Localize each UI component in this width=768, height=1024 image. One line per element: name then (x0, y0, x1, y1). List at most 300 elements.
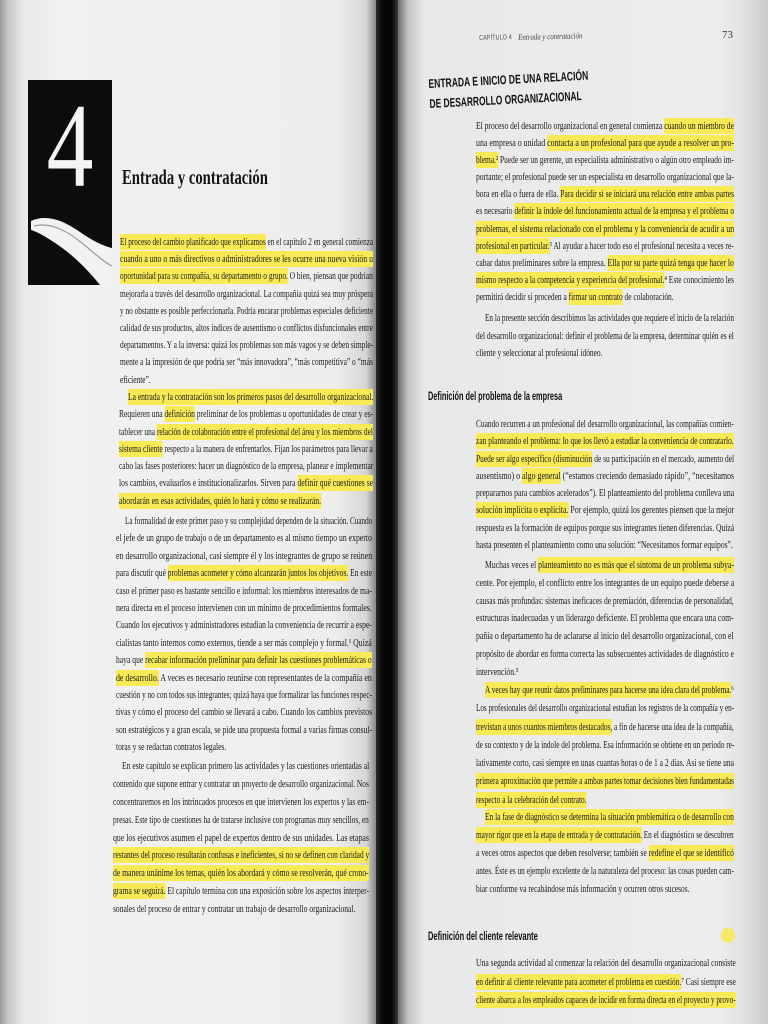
line-text (120, 354, 373, 371)
text-line (113, 794, 369, 812)
highlighted-text: planteamiento no es más que el síntoma de un problema subya- (538, 559, 735, 571)
line-text (476, 646, 734, 664)
line-text (476, 772, 734, 790)
section-heading-line: DE DESARROLLO ORGANIZACIONAL (429, 88, 582, 111)
line-text (476, 954, 736, 973)
text-line (113, 865, 369, 883)
line-text (476, 135, 734, 152)
highlighted-text: firmar un contrato (568, 290, 623, 303)
line-text (485, 681, 734, 699)
text-segment: de su contexto y de la índole del problema. Esa información se obtiene en un periodo re- (476, 738, 735, 751)
text-line (476, 118, 734, 135)
text-segment: son estratégicos y a gran escala, se pide una propuesta formal a varias firmas consul- (116, 723, 372, 736)
highlighted-text: mismo respecto a la competencia y experiencia del profesional. (476, 273, 665, 286)
paragraph (476, 416, 734, 554)
paragraph (119, 389, 373, 510)
line-text (476, 416, 734, 433)
line-text (116, 583, 372, 600)
line-text (476, 485, 734, 502)
highlighted-text: algo general (521, 469, 561, 482)
decorative-swoosh (31, 218, 112, 285)
text-segment: los cambios, evaluarlos e institucionalizarlos. Sirven para (119, 477, 298, 490)
line-text (120, 320, 373, 337)
text-segment: tablecer una (119, 425, 157, 438)
text-line (120, 286, 373, 303)
text-line (476, 169, 734, 186)
text-line (116, 670, 372, 687)
text-segment: estructuras inadecuadas y un liderazgo deficiente. El problema que encara una com- (476, 612, 734, 625)
highlighted-text: grama se seguirá. (113, 885, 166, 898)
text-line (113, 812, 369, 830)
text-line (113, 776, 369, 794)
line-text (116, 530, 372, 547)
text-segment: Por ejemplo, quizá los gerentes piensen que la mejor (568, 504, 735, 517)
highlighted-text: respecto a la celebración del contrato. (476, 793, 587, 806)
text-line (116, 722, 372, 739)
text-line (476, 485, 734, 502)
highlighter-dot (721, 928, 735, 943)
text-line (476, 502, 734, 519)
line-text (116, 565, 372, 582)
text-line (476, 826, 734, 844)
text-segment: mejorarla a través del desarrollo organizacional. La compañía quizá sea muy próspera (120, 287, 373, 300)
text-line (476, 954, 736, 973)
highlighted-text: de manera unánime los temas, quién los abordará y cómo se resolverán, qué crono- (113, 867, 369, 880)
text-segment: En la presente sección describimos las actividades que requiere el inicio de la relación (485, 312, 735, 324)
text-line (116, 530, 372, 547)
text-segment: mente a la impresión de que podría ser “más innovadora”, “más competitiva” o “más (120, 356, 373, 369)
highlighted-text: problemas, el sistema relacionado con el problema y la conveniencia de acudir a un (476, 222, 735, 235)
highlighted-text: La entrada y la contratación son los primeros pasos del desarrollo organizacional. (128, 391, 374, 403)
highlighted-text: de desarrollo. (116, 671, 159, 684)
text-segment: prepararnos para cambios acelerados”). El planteamiento del problema conlleva una (476, 487, 735, 500)
text-segment: calidad de sus productos, altos índices de ausentismo o conflictos disfuncionales entre (120, 321, 373, 334)
text-line (476, 593, 734, 611)
section-heading-line: ENTRADA E INICIO DE UNA RELACIÓN (428, 68, 589, 91)
line-text (120, 337, 373, 354)
highlighted-text: A veces hay que reunir datos preliminares para hacerse una idea clara del problema. (485, 684, 732, 696)
line-text (485, 310, 734, 328)
text-segment: lativamente corto, casi siempre en unas cuantas horas o de 1 a 2 días. Así se tiene una (476, 757, 735, 770)
text-segment: una empresa o unidad (476, 137, 548, 150)
text-line (476, 221, 734, 238)
text-line (113, 758, 369, 776)
text-segment: eficiente”. (120, 373, 151, 386)
text-line (476, 537, 734, 554)
text-line (119, 458, 373, 475)
text-segment: (“estamos creciendo demasiado rápido”, “necesitamos (560, 469, 735, 482)
highlighted-text: trevistan a unos cuantos miembros destacados, (476, 720, 613, 733)
text-line (476, 610, 734, 628)
text-segment: haya que (116, 654, 146, 667)
text-segment: ³ Al ayudar a hacer todo eso el profesional necesita a veces re- (549, 239, 734, 252)
line-text (120, 303, 373, 320)
text-line (119, 441, 373, 458)
line-text (476, 537, 733, 554)
text-line (476, 808, 734, 826)
chapter-title (122, 163, 331, 191)
line-text (476, 991, 736, 1010)
line-text (476, 328, 734, 346)
line-text (116, 548, 372, 565)
text-line (476, 328, 734, 346)
highlighted-text: cliente abarca a los empleados capaces de incidir en forma directa en el proyecto y provo- (476, 994, 736, 1006)
text-line (120, 234, 373, 251)
chapter-number-block (28, 80, 112, 285)
highlighted-text: profesional en particular. (476, 239, 550, 252)
highlighted-text: oportunidad para su compañía, su departamento o grupo. (120, 270, 288, 283)
text-line (476, 754, 734, 772)
text-line (476, 186, 734, 203)
text-line (476, 646, 734, 664)
line-text (476, 628, 734, 646)
text-line (120, 372, 373, 389)
text-line (120, 320, 373, 337)
highlighted-text: zan planteando el problema: lo que los llevó a estudiar la conveniencia de contratarlo. (476, 435, 734, 448)
text-line (476, 272, 734, 289)
text-segment: causas más profundas: sistemas ineficaces de premiación, diferencias de personalidad, (476, 594, 734, 607)
text-segment: Muchas veces el (485, 559, 539, 571)
text-segment: en desarrollo organizacional, casi siempre él y los integrantes de grupo se reúnen (116, 549, 373, 562)
text-segment: cente. Por ejemplo, el conflicto entre los integrantes de un equipo puede deberse a (476, 576, 735, 589)
highlighted-text: blema.² (476, 154, 499, 167)
text-line (476, 135, 734, 152)
line-text (116, 600, 372, 617)
text-line (113, 830, 369, 848)
line-text (476, 664, 519, 682)
line-text (476, 451, 734, 468)
text-line (119, 389, 373, 406)
line-text (116, 617, 372, 634)
line-text (476, 593, 734, 611)
text-line (119, 475, 373, 492)
text-line (476, 238, 734, 255)
line-text (120, 286, 373, 303)
line-text (476, 203, 734, 220)
text-segment: O bien, piensan que podrían (287, 270, 373, 283)
text-line (113, 883, 369, 901)
line-text (113, 794, 369, 812)
text-segment: Cuando recurren a un profesional del desarrollo organizacional, las compañías comien- (476, 418, 734, 430)
text-segment: portante; el profesional puede ser un especialista en desarrollo organizacional que la- (476, 171, 734, 184)
line-text (476, 345, 602, 363)
highlighted-text: cuando a uno o más directivos o administradores se les ocurre una nueva visión u (120, 253, 374, 266)
line-text (119, 458, 373, 475)
text-line (476, 310, 734, 328)
text-segment: En este (348, 567, 373, 580)
line-text (116, 722, 372, 739)
highlighted-text: En la fase de diagnóstico se determina la situación problemática o de desarrollo con (485, 811, 734, 823)
line-text (476, 272, 734, 289)
text-line (116, 600, 372, 617)
line-text (476, 289, 674, 306)
text-line (116, 652, 372, 669)
highlighted-text: definición (164, 408, 195, 421)
text-line (476, 880, 734, 898)
text-segment: ausentismo) o (476, 469, 522, 482)
line-text (116, 687, 372, 704)
text-line (476, 255, 734, 272)
text-segment: es necesario (476, 205, 515, 218)
text-line (116, 583, 372, 600)
running-head-chapter: CAPÍTULO 4 (479, 34, 513, 42)
text-segment: caso el primer paso es bastante sencillo e informal: los miembros interesados de ma- (116, 584, 372, 597)
text-segment: sonales del proceso de entrar y contratar un trabajo de desarrollo organizacional. (113, 903, 356, 916)
paragraph (476, 954, 736, 1010)
paragraph (476, 118, 734, 306)
text-segment: preliminar de los problemas u oportunidades de crear y es- (194, 408, 374, 421)
highlighted-text: definir la índole del funcionamiento actual de la empresa y el problema o (514, 205, 735, 218)
text-line (116, 513, 372, 530)
line-text (116, 670, 372, 687)
line-text (113, 883, 369, 901)
highlighted-text: Puede ser algo específico (disminución (476, 452, 593, 465)
line-text (122, 758, 369, 776)
paragraph (476, 681, 734, 809)
line-text (119, 475, 373, 492)
highlighted-text: solución implícita o explícita. (476, 504, 569, 517)
text-segment: cuestión y no con todos sus integrantes; quizá haya que formalizar las funciones respec- (116, 688, 373, 701)
text-segment: cliente y seleccionar al profesional idóneo. (476, 347, 603, 359)
text-line (476, 451, 734, 468)
text-segment: ⁶ (731, 684, 734, 696)
text-segment: intervención.⁵ (476, 665, 519, 678)
line-text (476, 118, 734, 135)
line-text (116, 652, 372, 669)
subsection-heading (428, 390, 638, 405)
line-text (119, 493, 321, 510)
text-segment: de colaboración. (622, 290, 674, 303)
text-segment: A veces es necesario reunirse con representantes de la compañía en (158, 671, 372, 684)
text-segment: cialistas tanto internos como externos, tiende a ser más complejo y formal.¹ Quizá (116, 636, 372, 649)
line-text (119, 441, 373, 458)
line-text (476, 169, 734, 186)
text-line (113, 847, 369, 865)
line-text (113, 901, 355, 919)
text-line (476, 468, 734, 485)
line-text (476, 186, 734, 203)
line-text (120, 268, 373, 285)
text-segment: en el capítulo 2 en general comienza (265, 236, 374, 248)
line-text (476, 468, 734, 485)
text-segment: del desarrollo organizacional: definir el problema de la empresa, determinar quién es el (476, 329, 734, 342)
text-line (476, 416, 734, 433)
line-text (476, 152, 734, 169)
text-segment: nera directa en el proceso intervienen con un mínimo de procedimientos formales. (116, 601, 372, 614)
text-line (476, 152, 734, 169)
line-text (476, 791, 586, 809)
text-line (476, 718, 734, 736)
text-segment: a veces otros aspectos que deben resolverse; también se (476, 847, 649, 859)
highlighted-text: Para decidir si se iniciará una relación entre ambas partes (560, 188, 735, 201)
paragraph (476, 557, 734, 682)
line-text (476, 880, 689, 898)
text-line (476, 575, 734, 593)
line-text (476, 255, 734, 272)
text-segment: permitirá decidir si proceden a (476, 290, 569, 303)
line-text (113, 847, 369, 865)
text-segment: hasta presenten el planteamiento como una solución: “Necesitamos formar equipos”. (476, 539, 733, 552)
text-line (476, 664, 734, 682)
highlighted-text: definir qué cuestiones se (297, 477, 374, 490)
text-segment: La formalidad de este primer paso y su complejidad dependen de la situación. Cuando (125, 515, 373, 527)
text-line (116, 548, 372, 565)
book-gutter (376, 0, 398, 1024)
chapter-number: 4 (46, 80, 94, 212)
text-line (476, 772, 734, 790)
line-text (119, 406, 373, 423)
text-segment: biar conforme va recabándose más información y ocurren otros sucesos. (476, 883, 690, 895)
text-segment: departamentos. Y a la inversa: quizá los problemas son más vagos y se deben simple- (120, 339, 374, 352)
line-text (113, 865, 369, 883)
highlighted-text: primera aproximación que permite a ambas partes tomar decisiones bien fundamentadas (476, 775, 734, 788)
highlighted-text: mayor rigor que en la etapa de entrada y de contratación. (476, 829, 642, 841)
highlighted-text: abordarán en esas actividades, quién lo hará y cómo se realizarán. (119, 494, 322, 507)
line-text (485, 808, 734, 826)
highlighted-text: Ella por su parte quizá tenga que hacer lo (607, 256, 734, 269)
text-segment: el jefe de un grupo de trabajo o de un departamento es al mismo tiempo un experto (116, 532, 372, 545)
highlighted-text: redefine el que se identificó (648, 847, 734, 859)
line-text (476, 699, 734, 717)
highlighted-text: contacta a un profesional para que ayude a resolver un pro- (547, 137, 735, 150)
text-line (120, 251, 373, 268)
text-segment: antes. Éste es un ejemplo excelente de la naturaleza del proceso: las cosas pueden cam- (476, 865, 734, 877)
text-line (116, 739, 372, 756)
paragraph (476, 310, 734, 363)
text-line (476, 203, 734, 220)
highlighted-text: relación de colaboración entre el profesional del área y los miembros del (156, 425, 373, 438)
line-text (476, 520, 734, 537)
highlighted-text: El proceso del cambio planificado que explicamos (120, 236, 266, 248)
text-segment: y no obstante es posible perfeccionarla. Podría encarar problemas especiales deficiente (120, 304, 374, 317)
text-segment: Cuando los ejecutivos y administradores estudian la conveniencia de recurrir a espe- (116, 619, 372, 632)
text-segment: presas. Este tipo de cuestiones ha de tratarse inclusive con programas muy sencillos, en (113, 813, 369, 826)
text-line (119, 406, 373, 423)
text-line (476, 699, 734, 717)
text-line (476, 557, 734, 575)
text-segment: a fin de hacerse una idea de la compañía, (612, 720, 734, 733)
page-number: 73 (722, 29, 733, 41)
text-line (476, 844, 734, 862)
text-segment: Requieren una (119, 408, 165, 421)
line-text (476, 826, 734, 844)
running-head-title: Entrada y contratación (518, 30, 583, 42)
line-text (476, 221, 734, 238)
line-text (128, 389, 373, 406)
paragraph (113, 758, 369, 919)
subsection-heading (428, 930, 597, 945)
text-line (120, 337, 373, 354)
highlighted-text: problemas acometer y cómo alcanzarán juntos los objetivos. (167, 567, 349, 580)
text-line (476, 520, 734, 537)
text-line (116, 617, 372, 634)
paragraph (116, 513, 372, 756)
text-segment: que los ejecutivos asumen el papel de expertos dentro de sus unidades. Las etapas (113, 831, 369, 844)
text-line (476, 973, 736, 992)
text-line (113, 901, 369, 919)
text-line (476, 862, 734, 880)
text-line (476, 736, 734, 754)
line-text (116, 704, 372, 721)
highlighted-text: en definir al cliente relevante para acometer el problema en cuestión. (476, 975, 682, 988)
paragraph (476, 808, 734, 898)
line-text (476, 718, 734, 736)
text-segment: Una segunda actividad al comenzar la relación del desarrollo organizacional consiste (476, 957, 736, 969)
line-text (120, 234, 373, 251)
text-segment: bora en ella o fuera de ella. (476, 188, 561, 201)
line-text (476, 862, 734, 880)
text-segment: Los profesionales del desarrollo organizacional estudian los registros de la compañía y en- (476, 702, 735, 715)
line-text (485, 557, 734, 575)
text-line (476, 289, 734, 306)
text-segment: respuesta es la formación de equipos porque sus integrantes tienen diferencias. Quizá (476, 521, 735, 534)
text-segment: cabo las fases posteriores: hacer un diagnóstico de la empresa, planear e implementar (119, 460, 374, 473)
line-text (125, 513, 372, 530)
line-text (119, 424, 373, 441)
text-line (476, 433, 734, 450)
text-segment: El capítulo termina con una exposición sobre los aspectos interper- (165, 885, 369, 898)
text-line (476, 791, 734, 809)
subsection-heading-text: Definición del cliente relevante (428, 931, 538, 943)
line-text (476, 433, 734, 450)
text-segment: respecto a la manera de enfrentarlos. Fijan los parámetros para llevar a (162, 442, 373, 455)
text-line (116, 687, 372, 704)
text-segment: En el diagnóstico se descubren (641, 829, 734, 841)
line-text (476, 844, 734, 862)
text-segment: Puede ser un gerente, un especialista administrativo o algún otro empleado im- (498, 154, 734, 167)
text-segment: ⁷ Casi siempre ese (681, 975, 736, 988)
text-segment: para discutir qué (116, 567, 168, 580)
line-text (113, 812, 369, 830)
line-text (113, 776, 369, 794)
text-segment: tivas y cómo el proceso del cambio se llevará a cabo. Cuando los cambios previstos (116, 706, 373, 719)
text-line (476, 991, 736, 1010)
line-text (476, 973, 736, 992)
line-text (113, 830, 369, 848)
text-segment: ⁴ Este conocimiento les (664, 273, 734, 286)
text-line (120, 268, 373, 285)
text-segment: El proceso del desarrollo organizacional en general comienza (476, 120, 665, 132)
text-segment: concentraremos en los intrincados procesos en que intervienen los expertos y las em- (113, 795, 369, 808)
line-text (120, 372, 151, 389)
text-segment: cabar datos preliminares sobre la empresa. (476, 256, 608, 269)
line-text (476, 736, 734, 754)
line-text (120, 251, 373, 268)
text-segment: toras y se redactan contratos legales. (116, 741, 227, 754)
text-line (476, 628, 734, 646)
text-line (476, 681, 734, 699)
text-segment: En este capítulo se explican primero las actividades y las cuestiones orientadas al (122, 760, 370, 772)
text-line (120, 354, 373, 371)
subsection-heading-text: Definición del problema de la empresa (428, 391, 563, 403)
highlighted-text: recabar información preliminar para definir las cuestiones problemáticas o (145, 654, 372, 667)
text-line (116, 565, 372, 582)
chapter-title-text: Entrada y contratación (122, 165, 268, 189)
text-segment: de su participación en el mercado, aumento del (592, 452, 735, 465)
text-line (119, 493, 373, 510)
text-line (476, 345, 734, 363)
paragraph (120, 234, 373, 389)
line-text (476, 575, 734, 593)
line-text (116, 635, 372, 652)
line-text (476, 502, 734, 519)
highlighted-text: cuando un miembro de (664, 120, 734, 132)
text-line (119, 424, 373, 441)
text-segment: contenido que supone entrar y contratar un proyecto de desarrollo organizacional. Nos (113, 777, 369, 790)
line-text (476, 610, 734, 628)
highlighted-text: sistema cliente (119, 442, 163, 455)
highlighted-text: restantes del proceso resultarán confusas e ineficientes, si no se definen con claridad y (113, 849, 370, 862)
